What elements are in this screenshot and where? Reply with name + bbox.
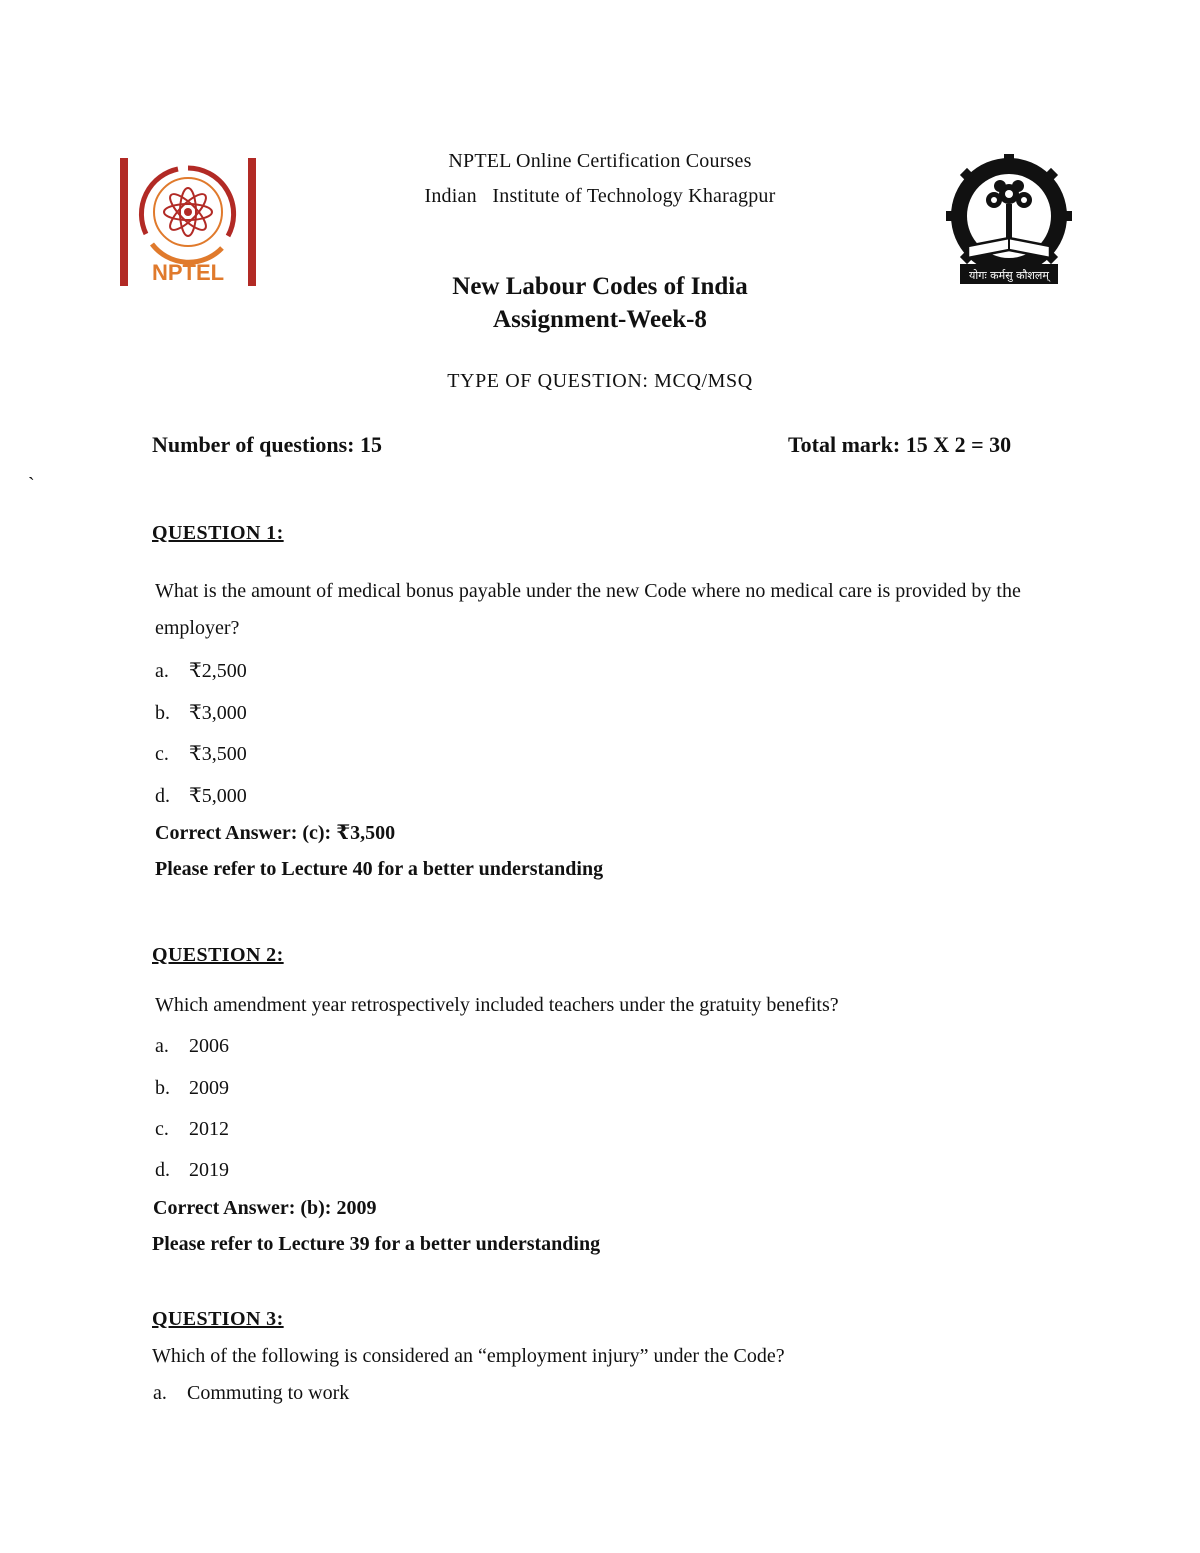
question-2-reference: Please refer to Lecture 39 for a better understanding	[152, 1233, 601, 1255]
question-2-text: Which amendment year retrospectively included teachers under the gratuity benefits?	[155, 994, 839, 1016]
question-1-option-c	[155, 741, 247, 766]
question-2-option-b	[155, 1077, 229, 1100]
question-1-text: What is the amount of medical bonus payable under the new Code where no medical care is provided by the employer?	[155, 580, 1021, 639]
option-letter: d.	[155, 785, 170, 807]
option-text: ₹2,500	[189, 660, 247, 682]
question-3-heading: QUESTION 3:	[152, 1308, 284, 1330]
question-2-option-c	[155, 1118, 229, 1141]
option-text: ₹5,000	[189, 785, 247, 807]
iit-kharagpur-seal	[938, 154, 1080, 288]
option-letter: a.	[153, 1382, 167, 1404]
option-text: 2009	[189, 1077, 229, 1099]
question-3-text: Which of the following is considered an “employment injury” under the Code?	[152, 1345, 785, 1367]
question-3-option-a	[153, 1382, 349, 1405]
iit-seal-motto: योगः कर्मसु कौशलम्	[969, 269, 1049, 282]
option-letter: c.	[155, 743, 169, 765]
option-letter: d.	[155, 1159, 170, 1181]
option-letter: c.	[155, 1118, 169, 1140]
option-text: ₹3,500	[189, 743, 247, 765]
question-2-option-d	[155, 1159, 229, 1182]
question-1-option-b	[155, 700, 247, 725]
question-1-option-a	[155, 658, 247, 683]
question-2-heading: QUESTION 2:	[152, 944, 284, 966]
option-text: Commuting to work	[187, 1382, 350, 1404]
option-letter: b.	[155, 1077, 170, 1099]
course-title: New Labour Codes of India	[452, 273, 748, 300]
question-2-answer: Correct Answer: (b): 2009	[153, 1197, 377, 1219]
question-1-option-d	[155, 783, 247, 808]
option-letter: a.	[155, 660, 169, 682]
option-text: 2006	[189, 1035, 229, 1057]
stray-mark: `	[28, 474, 35, 496]
number-of-questions: Number of questions: 15	[152, 432, 383, 457]
header-line-2: Indian Institute of Technology Kharagpur	[424, 185, 776, 207]
nptel-logo-text: NPTEL	[151, 260, 225, 285]
question-2-option-a	[155, 1035, 229, 1058]
question-1-reference: Please refer to Lecture 40 for a better understanding	[155, 858, 604, 880]
nptel-logo	[118, 156, 258, 288]
question-1-heading: QUESTION 1:	[152, 522, 284, 544]
question-1-answer: Correct Answer: (c): ₹3,500	[155, 822, 396, 844]
option-text: 2019	[189, 1159, 229, 1181]
question-type: TYPE OF QUESTION: MCQ/MSQ	[447, 370, 753, 392]
assignment-title: Assignment-Week-8	[493, 306, 707, 333]
header-line-1: NPTEL Online Certification Courses	[448, 150, 752, 172]
total-mark: Total mark: 15 X 2 = 30	[788, 432, 1012, 457]
option-letter: b.	[155, 702, 170, 724]
option-text: ₹3,000	[189, 702, 247, 724]
option-text: 2012	[189, 1118, 229, 1140]
option-letter: a.	[155, 1035, 169, 1057]
